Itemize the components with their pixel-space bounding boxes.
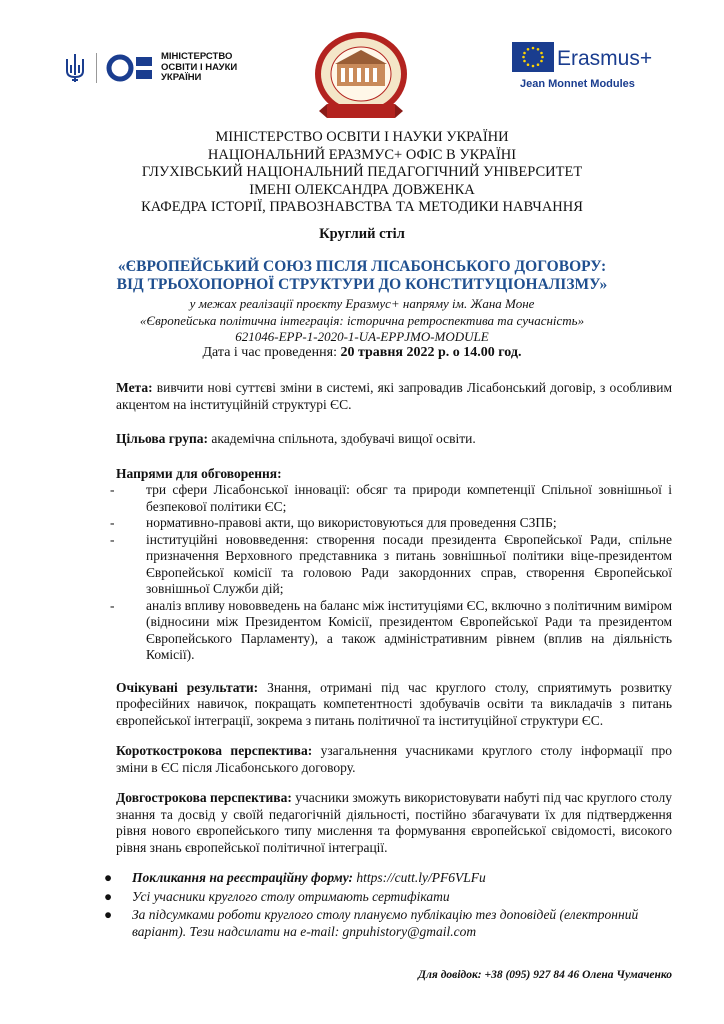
ministry-logo — [64, 52, 237, 84]
bullet-icon: ● — [104, 888, 113, 904]
dash-marker: - — [110, 597, 115, 613]
long-term-paragraph — [116, 790, 672, 856]
topics-heading — [116, 466, 672, 483]
ministry-logo-line1: МІНІСТЕРСТВО — [161, 51, 233, 63]
project-code: 621046-EPP-1-2020-1-UA-EPPJMO-MODULE — [235, 329, 489, 344]
header-line-university: ГЛУХІВСЬКИЙ НАЦІОНАЛЬНИЙ ПЕДАГОГІЧНИЙ УНІВЕРСИТЕТ — [141, 164, 583, 180]
ministry-logo-line2: ОСВІТИ І НАУКИ — [161, 61, 238, 73]
event-datetime — [60, 345, 664, 361]
list-item — [110, 515, 672, 532]
short-term-paragraph — [116, 743, 672, 776]
notes-list — [104, 870, 672, 940]
long-term-label: Довгострокова перспектива: — [116, 790, 292, 805]
registration-label: Покликання на реєстраційну форму: — [132, 870, 354, 885]
short-term-label: Короткострокова перспектива: — [116, 743, 313, 758]
goal-text: вивчити нові суттєві зміни в системі, які запровадив Лісабонський договір, з особливим акцентом на інституційній структурі ЄС. — [116, 380, 672, 412]
ministry-logo-line3: УКРАЇНИ — [161, 72, 202, 84]
list-item — [104, 888, 672, 906]
bullet-icon: ● — [104, 907, 113, 922]
event-title-line2: ВІД ТРЬОХОПОРНОЇ СТРУКТУРИ ДО КОНСТИТУЦІОНАЛІЗМУ» — [116, 276, 608, 293]
publication-note: За підсумками роботи круглого столу плануємо публікацію тез доповідей (електронний варіант). Тези надсилати на e-mail: gnpuhistory@gmail.com — [132, 907, 639, 939]
list-item — [110, 482, 672, 515]
results-text: Знання, отримані під час круглого столу, сприятимуть розвитку професійних навичок, покращать компетентності здобувачів освіти та викладачів з питань європейської інтеграції, зокрема з питань політичної та інституційної структури ЄС. — [116, 679, 672, 728]
dash-marker: - — [110, 531, 115, 547]
results-label: Очікувані результати: — [116, 679, 259, 695]
certificates-note: Усі учасники круглого столу отримають сертифікати — [132, 888, 450, 904]
long-term-text: учасники зможуть використовувати набуті під час круглого столу знання та досвід у своїй педагогічній діяльності, постійно збагачувати їх для підтвердження рівня нового європейського типу мислення та формування європейської свідомості, високого рівня знань європейської політичної інтеграції. — [116, 790, 672, 855]
event-type: Круглий стіл — [319, 226, 405, 242]
audience-paragraph — [116, 431, 672, 448]
goal-paragraph — [116, 380, 672, 413]
topic-text: три сфери Лісабонської інновації: обсяг та природи компетенції Спільної зовнішньої і безпекової політики ЄС; — [146, 482, 672, 514]
document-body — [104, 380, 673, 942]
mon-mark-icon — [106, 52, 154, 84]
contact-phone: +38 (095) 927 84 46 — [481, 969, 580, 981]
event-title — [60, 258, 664, 294]
results-paragraph — [116, 680, 672, 730]
topic-text: інституційні нововведення: створення посади президента Європейської Ради, спільне призначення Верховного представника з питань зовнішньої політики віце-президентом Європейської комісії та головою Ради закордонних справ, створення Європейської зовнішньої Служби дій; — [146, 531, 672, 596]
audience-text: академічна спільнота, здобувачі вищої освіти. — [208, 431, 476, 446]
registration-link[interactable]: https://cutt.ly/PF6VLFu — [353, 870, 486, 885]
project-info-line1: у межах реалізації проєкту Еразмус+ напряму ім. Жана Моне — [189, 296, 535, 311]
university-seal-icon — [313, 30, 409, 122]
list-item — [110, 531, 672, 598]
contact-info — [418, 969, 672, 981]
topic-text: аналіз впливу нововведень на баланс між інституціями ЄС, включно з політичним виміром (відносини між Президентом Комісії, президентом Європейської Ради та президентом Європейського Парламенту), а також адміністративним рівнем (вплив на діяльність Комісії). — [146, 597, 672, 662]
goal-label: Мета: — [116, 380, 153, 395]
topics-label: Напрями для обговорення: — [116, 465, 282, 481]
logo-bar — [0, 28, 724, 123]
project-info-line2: «Європейська політична інтеграція: історична ретроспектива та сучасність» — [139, 312, 585, 328]
contact-name: Олена Чумаченко — [579, 969, 672, 981]
header-line-ministry: МІНІСТЕРСТВО ОСВІТИ І НАУКИ УКРАЇНИ — [215, 129, 509, 145]
topics-list — [110, 482, 672, 664]
contact-label: Для довідок: — [418, 969, 482, 981]
list-item — [110, 597, 672, 664]
erasmus-logo-name: Erasmus+ — [557, 47, 653, 70]
jean-monnet-label: Jean Monnet Modules — [520, 78, 635, 90]
institution-header — [60, 129, 664, 217]
event-title-line1: «ЄВРОПЕЙСЬКИЙ СОЮЗ ПІСЛЯ ЛІСАБОНСЬКОГО ДОГОВОРУ: — [117, 258, 607, 275]
datetime-value: 20 травня 2022 р. о 14.00 год. — [340, 345, 522, 360]
header-line-department: КАФЕДРА ІСТОРІЇ, ПРАВОЗНАВСТВА ТА МЕТОДИКИ НАВЧАННЯ — [141, 199, 583, 215]
erasmus-logo — [512, 42, 662, 98]
list-item — [104, 870, 672, 887]
eu-flag-icon — [512, 42, 554, 72]
header-line-university-name: ІМЕНІ ОЛЕКСАНДРА ДОВЖЕНКА — [249, 181, 475, 198]
trident-icon — [64, 53, 86, 83]
datetime-label: Дата і час проведення: — [202, 345, 341, 360]
header-line-erasmus-office: НАЦІОНАЛЬНИЙ ЕРАЗМУС+ ОФІС В УКРАЇНІ — [207, 146, 517, 163]
audience-label: Цільова група: — [116, 431, 209, 446]
list-item — [104, 907, 672, 940]
project-info — [60, 296, 664, 346]
dash-marker: - — [110, 515, 115, 530]
topic-text: нормативно-правові акти, що використовуються для проведення СЗПБ; — [146, 515, 557, 530]
dash-marker: - — [110, 482, 115, 497]
bullet-icon: ● — [104, 870, 113, 885]
logo-divider — [96, 53, 97, 83]
ministry-logo-text — [161, 52, 237, 84]
short-term-text: узагальнення учасниками круглого столу інформації про зміни в ЄС після Лісабонського договору. — [116, 743, 673, 775]
